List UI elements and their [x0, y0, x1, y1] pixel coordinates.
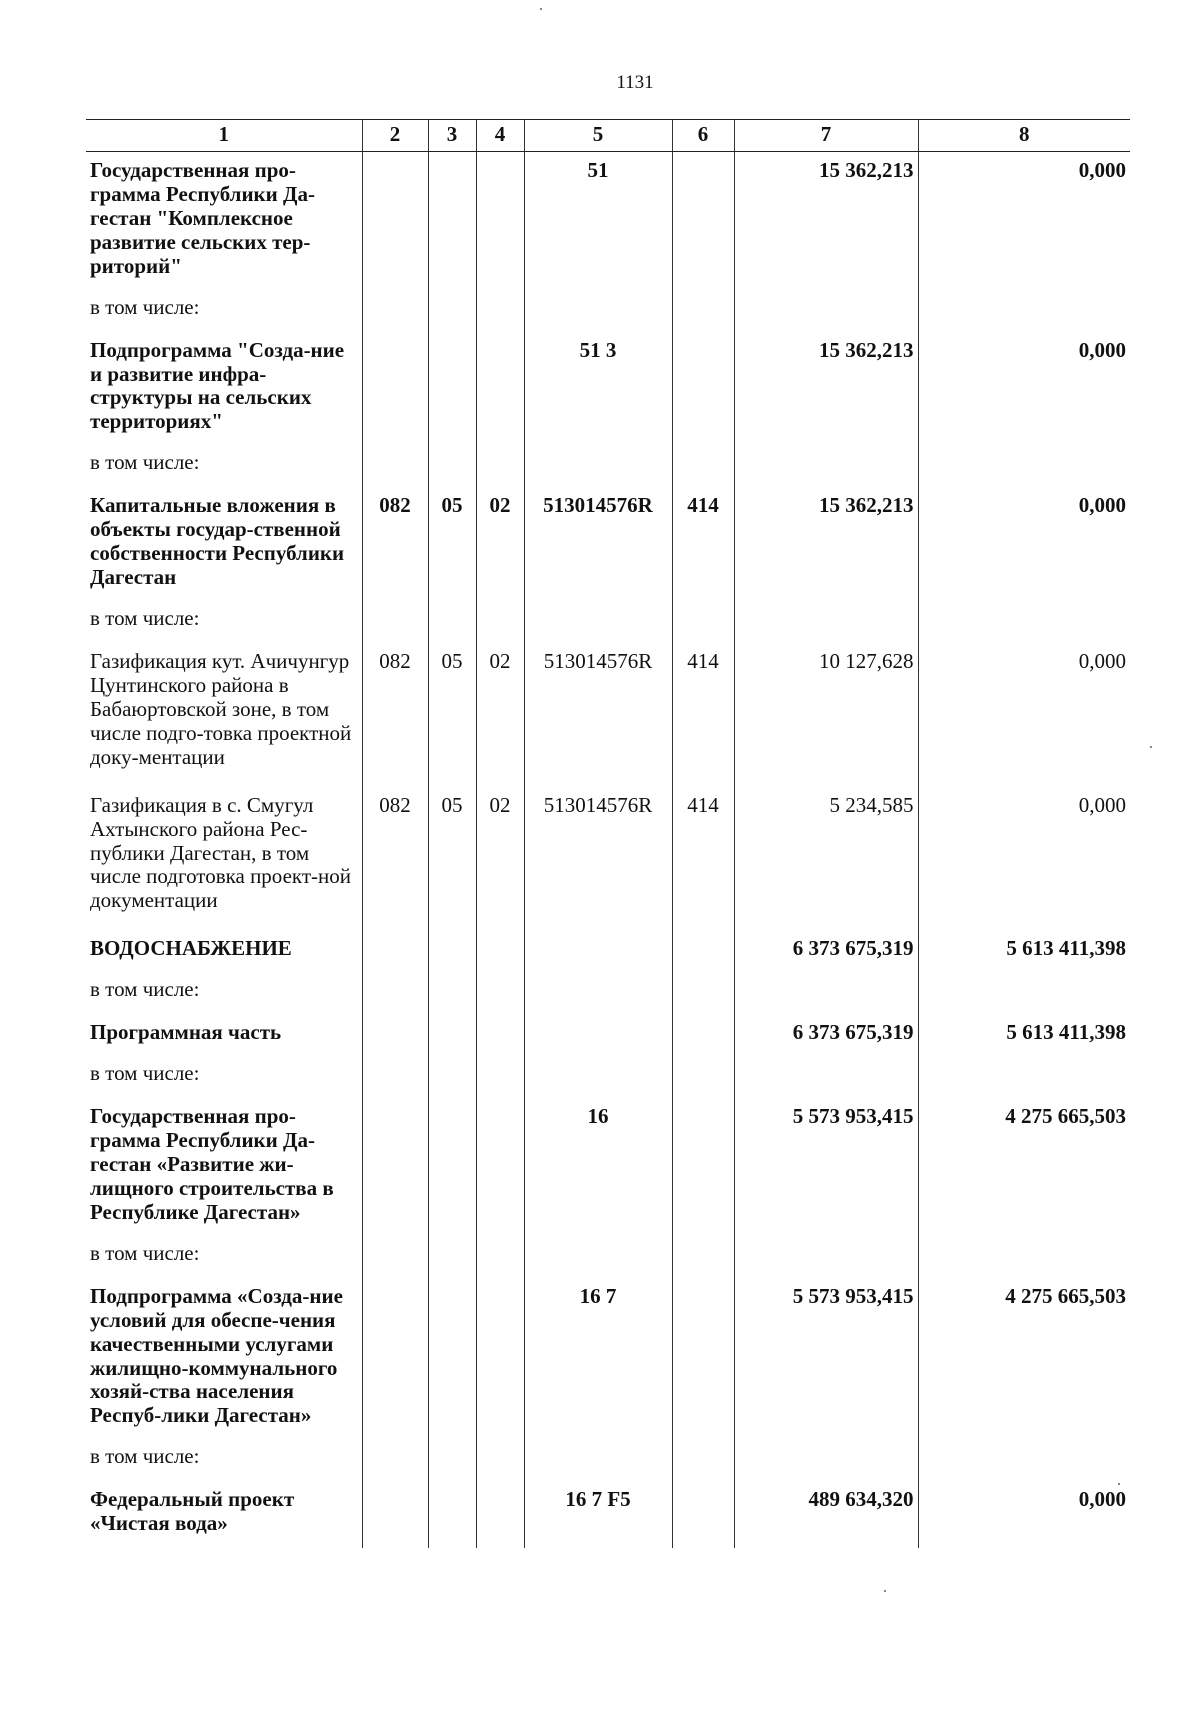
empty-cell: [672, 296, 734, 332]
column-header: 5: [524, 120, 672, 152]
row-label: в том числе:: [90, 450, 200, 475]
cell-col-6: [672, 930, 734, 978]
cell-col-6: [672, 1481, 734, 1548]
cell-col-3: [428, 1481, 476, 1548]
empty-cell: [476, 978, 524, 1014]
empty-cell: [476, 1242, 524, 1278]
empty-cell: [734, 1242, 918, 1278]
cell-col-6: [672, 332, 734, 452]
cell-col-6: [672, 1098, 734, 1242]
subheading-row: [86, 607, 1130, 643]
cell-col-7: 5 573 953,415: [734, 1278, 918, 1446]
empty-cell: [428, 607, 476, 643]
cell-col-7: 6 373 675,319: [734, 930, 918, 978]
column-header: 4: [476, 120, 524, 152]
column-header: 3: [428, 120, 476, 152]
empty-cell: [428, 1062, 476, 1098]
row-label: в том числе:: [90, 1444, 200, 1469]
empty-cell: [524, 1445, 672, 1481]
scan-speck: [1118, 1483, 1120, 1485]
empty-cell: [734, 607, 918, 643]
scan-speck: [884, 1590, 886, 1592]
cell-col-5: 513014576R: [524, 643, 672, 787]
cell-col-5: 513014576R: [524, 487, 672, 607]
column-header: 7: [734, 120, 918, 152]
cell-col-3: 05: [428, 643, 476, 787]
row-name: ВОДОСНАБЖЕНИЕ: [90, 936, 292, 961]
empty-cell: [672, 1242, 734, 1278]
cell-col-6: 414: [672, 487, 734, 607]
cell-col-3: 05: [428, 787, 476, 931]
subheading-row: [86, 451, 1130, 487]
cell-col-5: 16 7 F5: [524, 1481, 672, 1548]
row-label: в том числе:: [90, 1240, 200, 1265]
cell-col-3: 05: [428, 487, 476, 607]
cell-col-3: [428, 332, 476, 452]
cell-col-4: [476, 1278, 524, 1446]
cell-col-4: [476, 1014, 524, 1062]
table-row: [86, 787, 1130, 931]
table-row: [86, 1098, 1130, 1242]
empty-cell: [672, 978, 734, 1014]
cell-col-3: [428, 930, 476, 978]
empty-cell: [918, 1242, 1130, 1278]
empty-cell: [524, 296, 672, 332]
empty-cell: [524, 607, 672, 643]
subheading-row: [86, 296, 1130, 332]
cell-col-6: 414: [672, 787, 734, 931]
cell-col-2: [362, 332, 428, 452]
empty-cell: [672, 1445, 734, 1481]
cell-col-4: [476, 332, 524, 452]
cell-col-2: [362, 930, 428, 978]
scan-speck: [1150, 746, 1152, 748]
table-body: [86, 151, 1130, 1548]
cell-col-5: [524, 930, 672, 978]
empty-cell: [672, 607, 734, 643]
row-name: Программная часть: [90, 1020, 282, 1045]
cell-col-4: [476, 1481, 524, 1548]
cell-col-6: [672, 151, 734, 295]
cell-col-8: 0,000: [918, 151, 1130, 295]
empty-cell: [524, 978, 672, 1014]
cell-col-7: 489 634,320: [734, 1481, 918, 1548]
empty-cell: [428, 1242, 476, 1278]
empty-cell: [362, 978, 428, 1014]
cell-col-3: [428, 1014, 476, 1062]
row-name: Газификация кут. Ачичунгур Цунтинского района в Бабаюртовской зоне, в том числе подго-товка проектной доку-ментации: [90, 648, 352, 769]
empty-cell: [734, 978, 918, 1014]
cell-col-2: [362, 1014, 428, 1062]
cell-col-2: [362, 151, 428, 295]
empty-cell: [918, 1445, 1130, 1481]
cell-col-8: 4 275 665,503: [918, 1098, 1130, 1242]
cell-col-5: 51: [524, 151, 672, 295]
empty-cell: [918, 296, 1130, 332]
row-name: Федеральный проект «Чистая вода»: [90, 1487, 295, 1536]
cell-col-7: 15 362,213: [734, 151, 918, 295]
cell-col-2: 082: [362, 787, 428, 931]
empty-cell: [362, 607, 428, 643]
column-header: 6: [672, 120, 734, 152]
empty-cell: [428, 1445, 476, 1481]
empty-cell: [734, 1062, 918, 1098]
empty-cell: [524, 451, 672, 487]
table-row: [86, 1481, 1130, 1548]
cell-col-5: 513014576R: [524, 787, 672, 931]
empty-cell: [428, 978, 476, 1014]
column-header: 2: [362, 120, 428, 152]
cell-col-3: [428, 1098, 476, 1242]
cell-col-3: [428, 151, 476, 295]
cell-col-2: 082: [362, 487, 428, 607]
row-label: в том числе:: [90, 1061, 200, 1086]
empty-cell: [476, 1445, 524, 1481]
empty-cell: [476, 607, 524, 643]
empty-cell: [428, 451, 476, 487]
cell-col-8: 0,000: [918, 487, 1130, 607]
cell-col-7: 5 234,585: [734, 787, 918, 931]
table-row: [86, 151, 1130, 295]
row-name: Государственная про-грамма Республики Да-гестан «Развитие жи-лищного строительства в Республике Дагестан»: [90, 1104, 334, 1224]
cell-col-4: [476, 151, 524, 295]
empty-cell: [734, 1445, 918, 1481]
cell-col-2: [362, 1278, 428, 1446]
empty-cell: [524, 1242, 672, 1278]
empty-cell: [734, 296, 918, 332]
table-row: [86, 1014, 1130, 1062]
cell-col-7: 6 373 675,319: [734, 1014, 918, 1062]
cell-col-4: 02: [476, 643, 524, 787]
empty-cell: [362, 451, 428, 487]
empty-cell: [918, 607, 1130, 643]
cell-col-6: 414: [672, 643, 734, 787]
column-header: 1: [86, 120, 362, 152]
empty-cell: [428, 296, 476, 332]
empty-cell: [918, 451, 1130, 487]
empty-cell: [362, 1445, 428, 1481]
subheading-row: [86, 1445, 1130, 1481]
cell-col-5: 16: [524, 1098, 672, 1242]
cell-col-3: [428, 1278, 476, 1446]
row-name: Газификация в с. Смугул Ахтынского района Рес-публики Дагестан, в том числе подготовка проект-ной документации: [90, 792, 351, 913]
row-name: Капитальные вложения в объекты государ-ственной собственности Республики Дагестан: [90, 493, 345, 590]
table-row: [86, 643, 1130, 787]
subheading-row: [86, 1242, 1130, 1278]
cell-col-4: [476, 1098, 524, 1242]
cell-col-5: [524, 1014, 672, 1062]
cell-col-4: [476, 930, 524, 978]
row-name: Подпрограмма "Созда-ние и развитие инфра-структуры на сельских территориях": [90, 337, 345, 434]
cell-col-4: 02: [476, 787, 524, 931]
subheading-row: [86, 978, 1130, 1014]
cell-col-8: 0,000: [918, 332, 1130, 452]
cell-col-8: 0,000: [918, 643, 1130, 787]
row-name: Государственная про-грамма Республики Да-гестан "Комплексное развитие сельских тер-риторий": [90, 157, 315, 278]
cell-col-5: 51 3: [524, 332, 672, 452]
cell-col-8: 5 613 411,398: [918, 1014, 1130, 1062]
empty-cell: [672, 1062, 734, 1098]
cell-col-2: [362, 1481, 428, 1548]
header-row: [86, 120, 1130, 152]
empty-cell: [524, 1062, 672, 1098]
row-label: в том числе:: [90, 294, 200, 319]
scan-speck: [540, 8, 542, 10]
table-row: [86, 487, 1130, 607]
empty-cell: [362, 1242, 428, 1278]
cell-col-2: [362, 1098, 428, 1242]
cell-col-2: 082: [362, 643, 428, 787]
empty-cell: [918, 1062, 1130, 1098]
table-row: [86, 332, 1130, 452]
cell-col-6: [672, 1014, 734, 1062]
empty-cell: [362, 1062, 428, 1098]
empty-cell: [476, 451, 524, 487]
column-header: 8: [918, 120, 1130, 152]
empty-cell: [672, 451, 734, 487]
cell-col-8: 4 275 665,503: [918, 1278, 1130, 1446]
table-row: [86, 930, 1130, 978]
budget-table: [86, 119, 1130, 1548]
empty-cell: [476, 296, 524, 332]
cell-col-8: 5 613 411,398: [918, 930, 1130, 978]
cell-col-4: 02: [476, 487, 524, 607]
cell-col-7: 15 362,213: [734, 487, 918, 607]
row-label: в том числе:: [90, 606, 200, 630]
cell-col-7: 15 362,213: [734, 332, 918, 452]
cell-col-8: 0,000: [918, 1481, 1130, 1548]
table-row: [86, 1278, 1130, 1446]
cell-col-7: 10 127,628: [734, 643, 918, 787]
cell-col-6: [672, 1278, 734, 1446]
empty-cell: [362, 296, 428, 332]
empty-cell: [734, 451, 918, 487]
subheading-row: [86, 1062, 1130, 1098]
cell-col-5: 16 7: [524, 1278, 672, 1446]
cell-col-7: 5 573 953,415: [734, 1098, 918, 1242]
row-label: в том числе:: [90, 977, 200, 1002]
empty-cell: [476, 1062, 524, 1098]
page-number: 1131: [616, 72, 654, 93]
row-name: Подпрограмма «Созда-ние условий для обеспе-чения качественными услугами жилищно-коммунального хозяй-ства населения Респуб-лики Дагестан»: [90, 1283, 343, 1428]
empty-cell: [918, 978, 1130, 1014]
cell-col-8: 0,000: [918, 787, 1130, 931]
